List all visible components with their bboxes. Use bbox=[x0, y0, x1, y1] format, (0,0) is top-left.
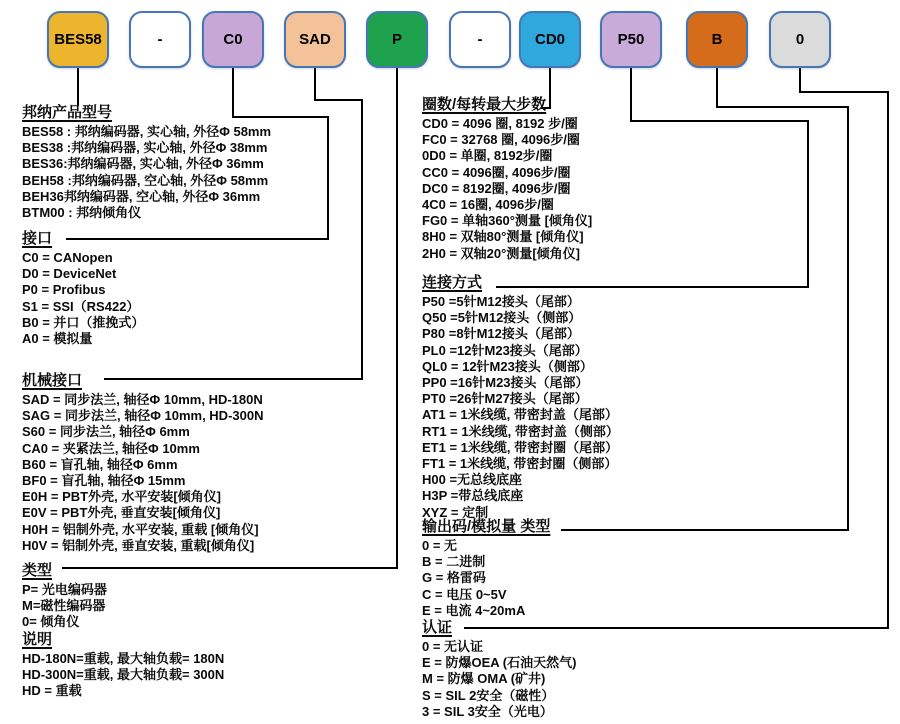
code-box-separator-1 bbox=[129, 11, 191, 68]
option-item: 3 = SIL 3安全（光电） bbox=[422, 703, 553, 719]
section-product-model bbox=[22, 103, 271, 221]
option-item: DC0 = 8192圈, 4096步/圈 bbox=[422, 180, 571, 196]
option-item: PL0 =12针M23接头（尾部） bbox=[422, 342, 588, 358]
option-list bbox=[22, 124, 271, 221]
option-item: P50 =5针M12接头（尾部） bbox=[422, 294, 580, 309]
option-item: P80 =8针M12接头（尾部） bbox=[422, 326, 580, 342]
code-box-interface bbox=[202, 11, 264, 68]
option-list bbox=[422, 294, 619, 521]
option-item: E = 防爆OEA (石油天然气) bbox=[422, 655, 577, 671]
option-item: SAD = 同步法兰, 轴径Φ 10mm, HD-180N bbox=[22, 392, 263, 407]
option-item: 0 = 无认证 bbox=[422, 639, 484, 654]
option-item: SAG = 同步法兰, 轴径Φ 10mm, HD-300N bbox=[22, 408, 264, 424]
option-list bbox=[422, 116, 592, 262]
option-item: FC0 = 32768 圈, 4096步/圈 bbox=[422, 132, 580, 148]
code-box-mechanical bbox=[284, 11, 346, 68]
option-item: BEH36邦纳编码器, 空心轴, 外径Φ 36mm bbox=[22, 188, 261, 204]
option-item: AT1 = 1米线缆, 带密封盖（尾部） bbox=[422, 407, 618, 423]
option-item: BEH58 :邦纳编码器, 空心轴, 外径Φ 58mm bbox=[22, 172, 269, 188]
option-item: M=磁性编码器 bbox=[22, 598, 106, 614]
section-title: 类型 bbox=[22, 562, 53, 579]
option-list bbox=[22, 582, 107, 631]
section-interface bbox=[22, 229, 144, 347]
code-box-label: BES58 bbox=[54, 31, 102, 48]
option-item: D0 = DeviceNet bbox=[22, 266, 117, 282]
option-item: P= 光电编码器 bbox=[22, 582, 107, 597]
option-item: G = 格雷码 bbox=[422, 570, 486, 586]
section-title: 邦纳产品型号 bbox=[22, 104, 113, 121]
option-item: S60 = 同步法兰, 轴径Φ 6mm bbox=[22, 424, 190, 440]
option-list bbox=[422, 639, 576, 720]
section-title: 连接方式 bbox=[422, 274, 483, 291]
option-list bbox=[22, 250, 144, 347]
option-item: BES38 :邦纳编码器, 实心轴, 外径Φ 38mm bbox=[22, 140, 268, 156]
option-item: B0 = 并口（推挽式） bbox=[22, 314, 145, 330]
option-item: B = 二进制 bbox=[422, 554, 486, 570]
code-box-label: CD0 bbox=[534, 31, 565, 48]
option-item: XYZ = 定制 bbox=[422, 504, 489, 520]
code-box-label: C0 bbox=[223, 31, 243, 48]
option-item: 2H0 = 双轴20°测量[倾角仪] bbox=[422, 245, 580, 261]
section-type bbox=[22, 561, 107, 631]
option-item: CC0 = 4096圈, 4096步/圈 bbox=[422, 164, 571, 180]
section-title: 圈数/每转最大步数 bbox=[422, 96, 547, 113]
option-item: BES36:邦纳编码器, 实心轴, 外径Φ 36mm bbox=[22, 156, 264, 172]
option-list bbox=[422, 538, 550, 619]
option-item: HD-300N=重载, 最大轴负载= 300N bbox=[22, 667, 225, 683]
code-box-type bbox=[366, 11, 428, 68]
option-item: E0V = PBT外壳, 垂直安装[倾角仪] bbox=[22, 505, 221, 521]
option-item: QL0 = 12针M23接头（侧部） bbox=[422, 358, 593, 374]
option-item: RT1 = 1米线缆, 带密封盖（侧部） bbox=[422, 423, 619, 439]
section-turns-steps bbox=[422, 95, 592, 262]
code-box-label: P bbox=[391, 31, 402, 48]
option-item: S1 = SSI（RS422） bbox=[22, 298, 140, 314]
code-box-label: SAD bbox=[299, 31, 331, 48]
option-list bbox=[22, 392, 263, 554]
option-item: 0D0 = 单圈, 8192步/圈 bbox=[422, 148, 553, 164]
section-title: 认证 bbox=[422, 619, 453, 636]
option-item: H0H = 铝制外壳, 水平安装, 重载 [倾角仪] bbox=[22, 521, 259, 537]
option-item: Q50 =5针M12接头（侧部） bbox=[422, 310, 582, 326]
section-title: 说明 bbox=[22, 631, 53, 648]
option-item: C = 电压 0~5V bbox=[422, 586, 507, 602]
code-box-label: - bbox=[157, 31, 163, 48]
code-box-label: 0 bbox=[795, 31, 805, 48]
option-item: CA0 = 夹紧法兰, 轴径Φ 10mm bbox=[22, 440, 200, 456]
code-box-turns bbox=[519, 11, 581, 68]
code-box-output-code bbox=[686, 11, 748, 68]
section-connection-type bbox=[422, 273, 619, 521]
code-box-label: P50 bbox=[617, 31, 645, 48]
option-item: ET1 = 1米线缆, 带密封圈（尾部） bbox=[422, 439, 619, 455]
section-title: 输出码/模拟量 类型 bbox=[422, 518, 551, 535]
option-item: BF0 = 盲孔轴, 轴径Φ 15mm bbox=[22, 473, 186, 489]
option-item: 0 = 无 bbox=[422, 538, 458, 553]
option-item: M = 防爆 OMA (矿井) bbox=[422, 671, 546, 687]
option-item: PT0 =26针M27接头（尾部） bbox=[422, 391, 588, 407]
section-notes bbox=[22, 630, 224, 700]
option-item: P0 = Profibus bbox=[22, 282, 106, 298]
code-box-label: - bbox=[477, 31, 483, 48]
option-item: H3P =带总线底座 bbox=[422, 488, 524, 504]
option-item: H00 =无总线底座 bbox=[422, 472, 523, 488]
option-item: H0V = 铝制外壳, 垂直安装, 重载[倾角仪] bbox=[22, 537, 255, 553]
section-mechanical-interface bbox=[22, 371, 263, 554]
option-item: FT1 = 1米线缆, 带密封圈（侧部） bbox=[422, 456, 618, 472]
option-item: HD = 重载 bbox=[22, 683, 82, 699]
section-output-code bbox=[422, 517, 550, 619]
code-box-product-model bbox=[47, 11, 109, 68]
option-item: PP0 =16针M23接头（尾部） bbox=[422, 375, 589, 391]
section-title: 机械接口 bbox=[22, 372, 83, 389]
option-item: BES58 : 邦纳编码器, 实心轴, 外径Φ 58mm bbox=[22, 124, 272, 139]
option-item: E0H = PBT外壳, 水平安装[倾角仪] bbox=[22, 489, 221, 505]
option-list bbox=[22, 651, 224, 700]
option-item: 8H0 = 双轴80°测量 [倾角仪] bbox=[422, 229, 584, 245]
option-item: 4C0 = 16圈, 4096步/圈 bbox=[422, 197, 554, 213]
section-certification bbox=[422, 618, 576, 720]
option-item: A0 = 模拟量 bbox=[22, 331, 93, 347]
option-item: FG0 = 单轴360°测量 [倾角仪] bbox=[422, 213, 593, 229]
section-title: 接口 bbox=[22, 230, 53, 247]
option-item: BTM00 : 邦纳倾角仪 bbox=[22, 205, 142, 221]
option-item: CD0 = 4096 圈, 8192 步/圈 bbox=[422, 116, 578, 131]
option-item: B60 = 盲孔轴, 轴径Φ 6mm bbox=[22, 456, 178, 472]
option-item: 0= 倾角仪 bbox=[22, 614, 80, 630]
code-box-connection bbox=[600, 11, 662, 68]
option-item: C0 = CANopen bbox=[22, 250, 113, 265]
option-item: S = SIL 2安全（磁性） bbox=[422, 687, 555, 703]
option-item: HD-180N=重载, 最大轴负载= 180N bbox=[22, 651, 225, 666]
option-item: E = 电流 4~20mA bbox=[422, 602, 526, 618]
code-box-certification bbox=[769, 11, 831, 68]
code-box-separator-2 bbox=[449, 11, 511, 68]
code-box-label: B bbox=[711, 31, 723, 48]
